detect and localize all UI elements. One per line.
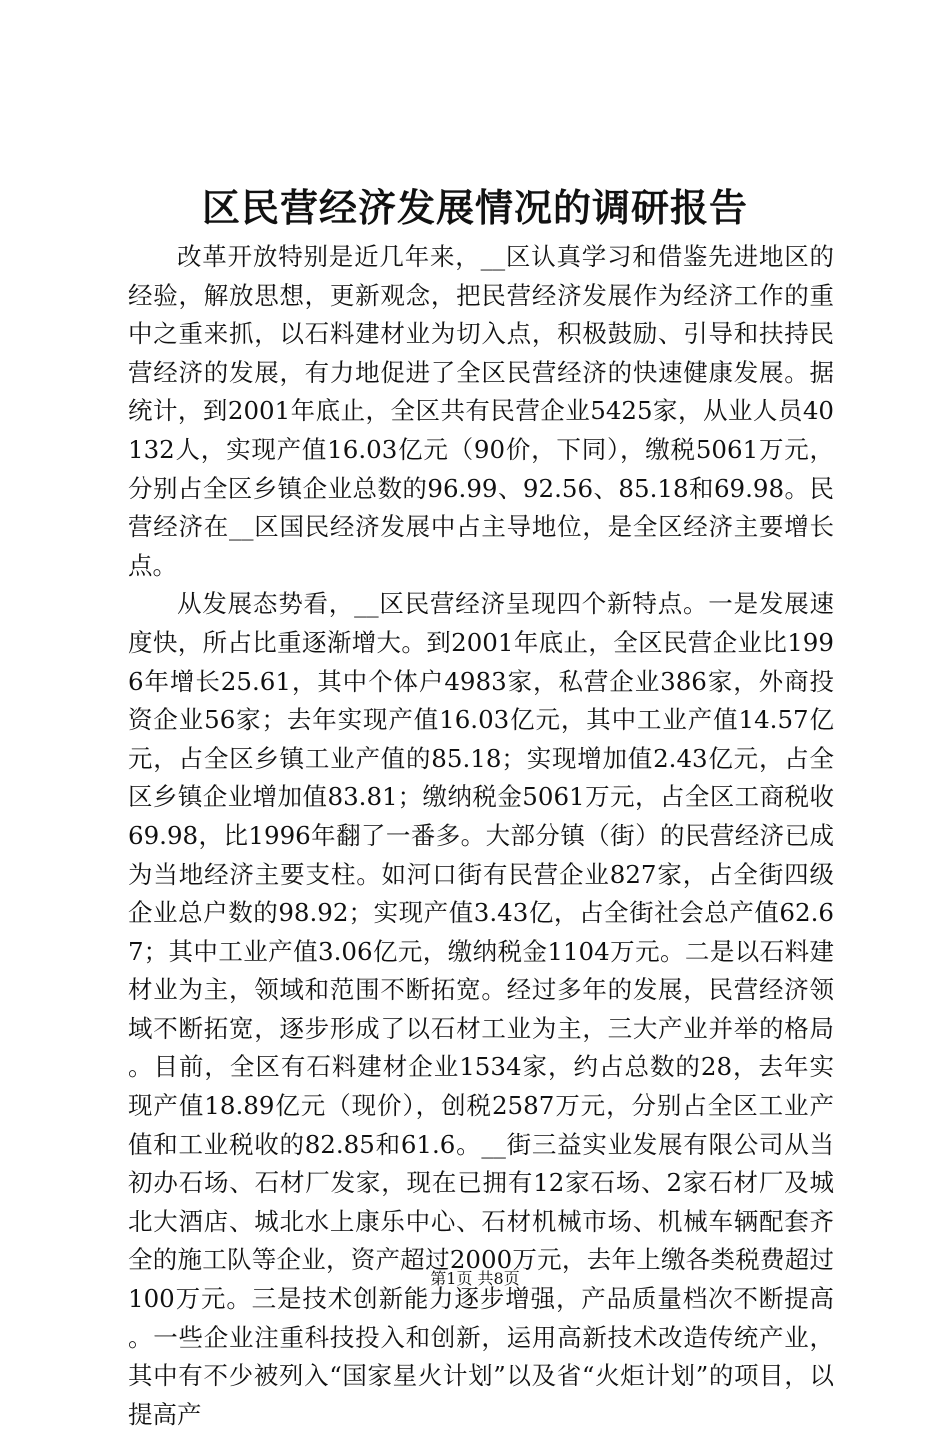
paragraph-2: 从发展态势看，__区民营经济呈现四个新特点。一是发展速度快，所占比重逐渐增大。到2001年底止，全区民营企业比1996年增长25.61，其中个体户4983家，私营企业386家，外商投资企业56家；去年实现产值16.03亿元，其中工业产值14.57亿元，占全区乡镇工业产值的85.18；实现增加值2.43亿元，占全区乡镇企业增加值83.81；缴纳税金5061万元，占全区工商税收69.98，比1996年翻了一番多。大部分镇（街）的民营经济已成为当地经济主要支柱。如河口街有民营企业827家，占全街四级企业总户数的98.92；实现产值3.43亿，占全街社会总产值62.67；其中工业产值3.06亿元，缴纳税金1104万元。二是以石料建材业为主，领域和范围不断拓宽。经过多年的发展，民营经济领域不断拓宽，逐步形成了以石材工业为主，三大产业并举的格局。目前，全区有石料建材企业1534家，约占总数的28，去年实现产值18.89亿元（现价），创税2587万元，分别占全区工业产值和工业税收的82.85和61.6。__街三益实业发展有限公司从当初办石场、石材厂发家，现在已拥有12家石场、2家石材厂及城北大酒店、城北水上康乐中心、石材机械市场、机械车辆配套齐全的施工队等企业，资产超过2000万元，去年上缴各类税费超过100万元。三是技术创新能力逐步增强，产品质量档次不断提高。一些企业注重科技投入和创新，运用高新技术改造传统产业，其中有不少被列入“国家星火计划”以及省“火炬计划”的项目，以提高产: [128, 589, 834, 1429]
document-body: [128, 238, 834, 1434]
document-title: 区民营经济发展情况的调研报告: [201, 185, 748, 230]
page-number-footer: 第1页 共8页: [430, 1269, 520, 1288]
paragraph-1: 改革开放特别是近几年来，__区认真学习和借鉴先进地区的经验，解放思想，更新观念，把民营经济发展作为经济工作的重中之重来抓，以石料建材业为切入点，积极鼓励、引导和扶持民营经济的发展，有力地促进了全区民营经济的快速健康发展。据统计，到2001年底止，全区共有民营企业5425家，从业人员40132人，实现产值16.03亿元（90价，下同），缴税5061万元，分别占全区乡镇企业总数的96.99、92.56、85.18和69.98。民营经济在__区国民经济发展中占主导地位，是全区经济主要增长点。: [128, 242, 834, 580]
